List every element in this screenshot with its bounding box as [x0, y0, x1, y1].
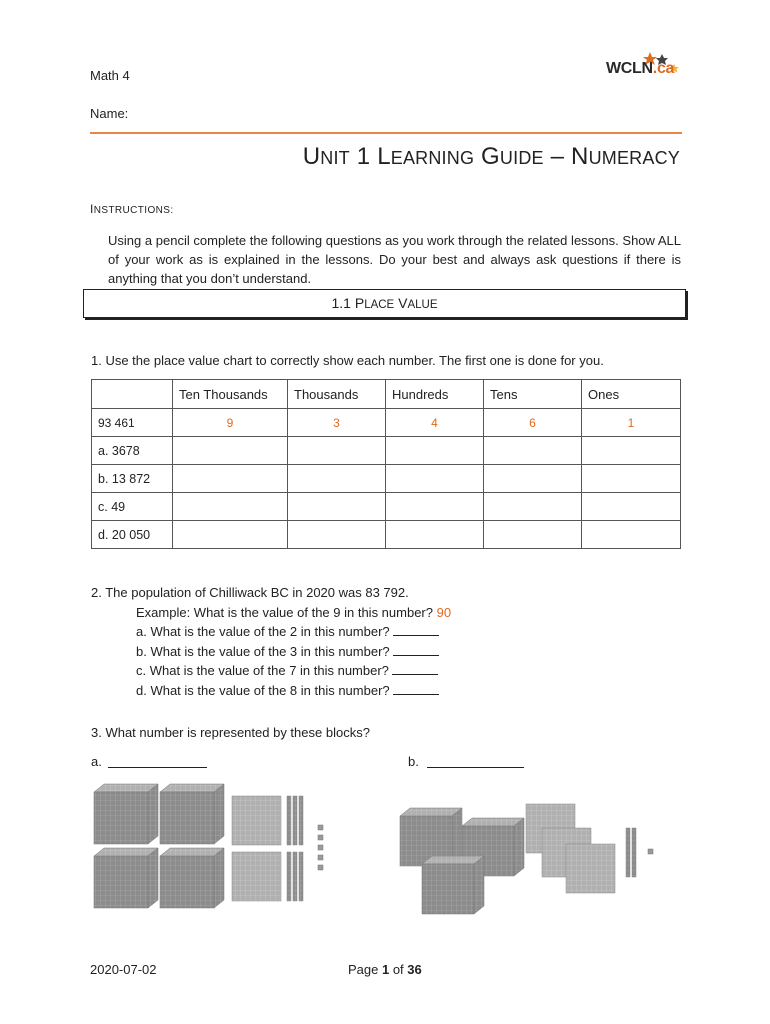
- table-row: [92, 493, 681, 521]
- answer-cell[interactable]: [173, 493, 288, 521]
- header-rule: [90, 132, 682, 134]
- one-unit: [318, 865, 323, 870]
- hundred-flat: [232, 852, 281, 901]
- answer-blank[interactable]: [392, 662, 438, 675]
- instructions-text: Using a pencil complete the following questions as you work through the related lessons. Show ALL of your work as is explained in the lessons. Do your best and always ask questions if there is anything that you don’t understand.: [108, 233, 681, 286]
- answer-cell[interactable]: [484, 437, 582, 465]
- answer-cell[interactable]: [288, 465, 386, 493]
- example-value-cell: 9: [173, 409, 288, 437]
- hundred-flat: [232, 796, 281, 845]
- question-2-item-b: b. What is the value of the 3 in this number?: [91, 642, 451, 662]
- question-2-item-d: d. What is the value of the 8 in this number?: [91, 681, 451, 701]
- thousand-cube: [422, 856, 484, 914]
- ten-rod: [632, 828, 636, 877]
- example-value-cell: 1: [582, 409, 681, 437]
- question-2-example: Example: What is the value of the 9 in this number? 90: [136, 604, 452, 620]
- part-b-label: b.: [408, 754, 419, 769]
- answer-cell[interactable]: [288, 493, 386, 521]
- section-heading-place-value: 1.1 PLACE VALUE: [83, 289, 686, 318]
- answer-cell[interactable]: [582, 521, 681, 549]
- answer-cell[interactable]: [582, 493, 681, 521]
- answer-cell[interactable]: [386, 493, 484, 521]
- answer-cell[interactable]: [484, 521, 582, 549]
- row-label: c. 49: [92, 493, 173, 521]
- answer-blank[interactable]: [393, 623, 439, 636]
- ten-rod: [293, 852, 297, 901]
- part-b-answer-line[interactable]: [427, 767, 524, 768]
- base-ten-blocks-a: [90, 780, 340, 915]
- answer-cell[interactable]: [386, 521, 484, 549]
- instructions-heading: INSTRUCTIONS:: [90, 202, 174, 216]
- example-value-cell: 3: [288, 409, 386, 437]
- ten-rod: [299, 796, 303, 845]
- table-header-cell: [92, 380, 173, 409]
- ten-rod: [299, 852, 303, 901]
- answer-cell[interactable]: [288, 437, 386, 465]
- table-header-cell: Thousands: [288, 380, 386, 409]
- footer-page-number: Page 1 of 36: [348, 962, 422, 977]
- row-label: 93 461: [92, 409, 173, 437]
- thousand-cube: [94, 848, 158, 908]
- table-header-cell: Ten Thousands: [173, 380, 288, 409]
- answer-cell[interactable]: [386, 437, 484, 465]
- table-header-row: [92, 380, 681, 409]
- answer-cell[interactable]: [173, 465, 288, 493]
- thousand-cube: [94, 784, 158, 844]
- answer-cell[interactable]: [582, 437, 681, 465]
- answer-cell[interactable]: [484, 493, 582, 521]
- logo-main: WCLN: [606, 60, 653, 77]
- thousand-cube: [160, 784, 224, 844]
- wcln-logo-text: [606, 60, 674, 78]
- question-2: [91, 583, 451, 700]
- one-unit: [318, 825, 323, 830]
- footer-date: 2020-07-02: [90, 962, 157, 977]
- answer-cell[interactable]: [484, 465, 582, 493]
- ten-rod: [287, 852, 291, 901]
- row-label: b. 13 872: [92, 465, 173, 493]
- ten-rod: [626, 828, 630, 877]
- example-value-cell: 6: [484, 409, 582, 437]
- question-2-item-c: c. What is the value of the 7 in this number?: [91, 661, 451, 681]
- example-value-cell: 4: [386, 409, 484, 437]
- part-a-label: a.: [91, 754, 102, 769]
- one-unit: [648, 849, 653, 854]
- table-header-cell: Tens: [484, 380, 582, 409]
- hundred-flat: [566, 844, 615, 893]
- ten-rod: [287, 796, 291, 845]
- base-ten-blocks-b: [396, 800, 666, 918]
- name-label: Name:: [90, 106, 129, 121]
- answer-cell[interactable]: [288, 521, 386, 549]
- page-title: UNIT 1 LEARNING GUIDE – NUMERACY: [302, 143, 680, 170]
- ten-rod: [293, 796, 297, 845]
- one-unit: [318, 845, 323, 850]
- row-label: d. 20 050: [92, 521, 173, 549]
- question-3-prompt: 3. What number is represented by these blocks?: [91, 725, 370, 740]
- answer-blank[interactable]: [393, 682, 439, 695]
- one-unit: [318, 835, 323, 840]
- subject-label: Math 4: [90, 68, 130, 83]
- question-1-prompt: 1. Use the place value chart to correctly show each number. The first one is done for you.: [91, 353, 604, 368]
- answer-blank[interactable]: [393, 643, 439, 656]
- example-answer: 90: [436, 604, 452, 620]
- question-2-item-a: a. What is the value of the 2 in this number?: [91, 622, 451, 642]
- logo-suffix: .ca: [652, 60, 675, 77]
- table-row: [92, 521, 681, 549]
- table-row: [92, 465, 681, 493]
- question-2-prompt: 2. The population of Chilliwack BC in 2020 was 83 792.: [91, 585, 409, 600]
- answer-cell[interactable]: [173, 521, 288, 549]
- row-label: a. 3678: [92, 437, 173, 465]
- place-value-chart: [91, 379, 681, 549]
- thousand-cube: [160, 848, 224, 908]
- answer-cell[interactable]: [386, 465, 484, 493]
- table-header-cell: Ones: [582, 380, 681, 409]
- table-header-cell: Hundreds: [386, 380, 484, 409]
- answer-cell[interactable]: [173, 437, 288, 465]
- answer-cell[interactable]: [582, 465, 681, 493]
- table-row: [92, 437, 681, 465]
- part-a-answer-line[interactable]: [108, 767, 207, 768]
- table-row-example: [92, 409, 681, 437]
- one-unit: [318, 855, 323, 860]
